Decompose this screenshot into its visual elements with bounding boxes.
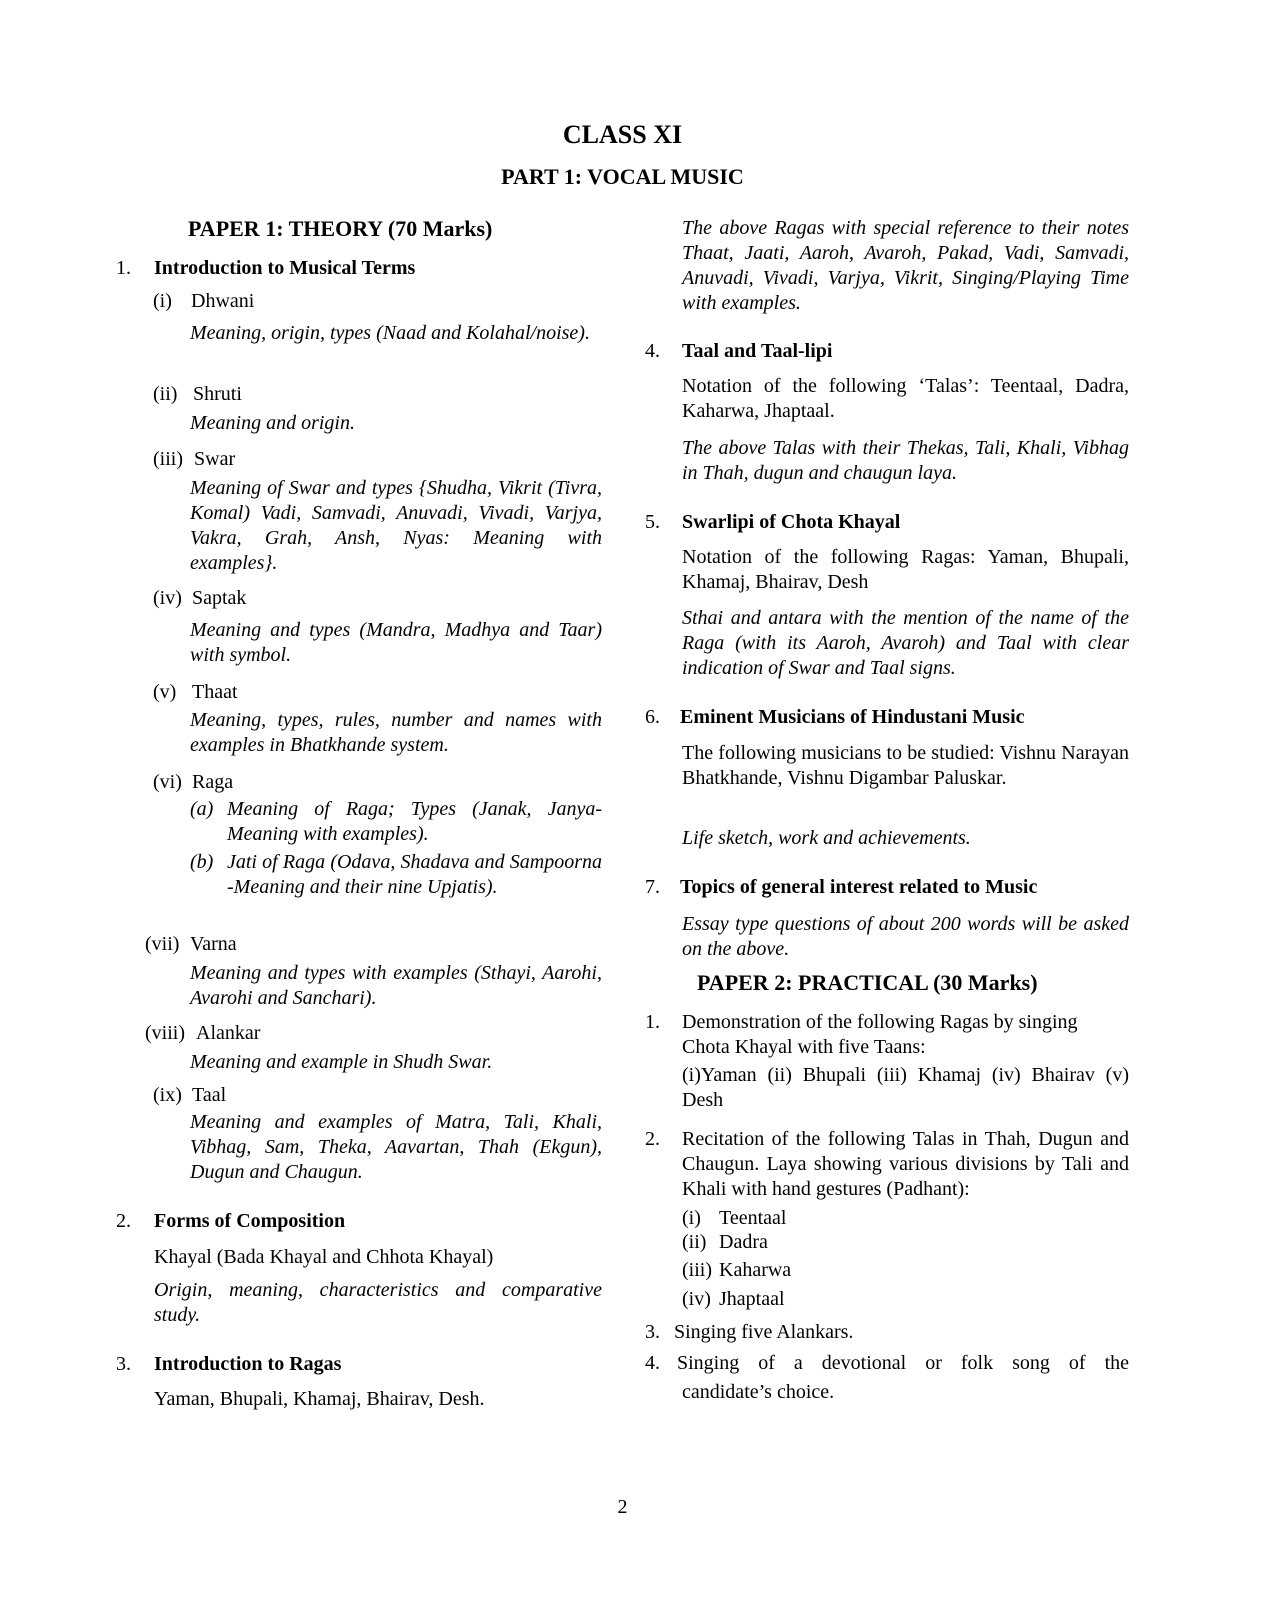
- term-ii-title: Shruti: [193, 383, 242, 405]
- section7-heading: Topics of general interest related to Music: [680, 876, 1038, 898]
- term-ii-description: Meaning and origin.: [190, 412, 355, 434]
- term-i-description: Meaning, origin, types (Naad and Kolahal/noise).: [190, 322, 590, 344]
- section7-description: Essay type questions of about 200 words will be asked on the above.: [682, 913, 1129, 960]
- tala-item: Dadra: [719, 1231, 768, 1253]
- term-iv-description: Meaning and types (Mandra, Madhya and Taar) with symbol.: [190, 619, 602, 666]
- term-vii-description: Meaning and types with examples (Sthayi, Aarohi, Avarohi and Sanchari).: [190, 962, 602, 1009]
- section5-number: 5.: [645, 511, 660, 533]
- tala-item: Jhaptaal: [719, 1288, 785, 1310]
- paper1-title: PAPER 1: THEORY (70 Marks): [188, 216, 493, 241]
- paper2-title: PAPER 2: PRACTICAL (30 Marks): [697, 970, 1038, 995]
- term-vi-a-label: (a): [190, 798, 214, 820]
- term-vi-a-text: Meaning of Raga; Types (Janak, Janya- Meaning with examples).: [227, 798, 602, 845]
- section6-line: The following musicians to be studied: Vishnu Narayan Bhatkhande, Vishnu Digambar Paluskar.: [682, 742, 1129, 789]
- section1-number: 1.: [116, 257, 131, 279]
- page-number: 2: [617, 1496, 628, 1518]
- section3-description: The above Ragas with special reference to their notes Thaat, Jaati, Aaroh, Avaroh, Pakad, Vadi, Samvadi, Anuvadi, Vivadi, Varjya, Vikrit, Singing/Playing Time with examples.: [682, 217, 1129, 314]
- practical3-number: 3.: [645, 1321, 660, 1343]
- term-viii-description: Meaning and example in Shudh Swar.: [190, 1051, 493, 1073]
- term-iii-label: (iii): [153, 448, 183, 470]
- term-vi-label: (vi): [153, 771, 182, 793]
- practical4-text-line2: candidate’s choice.: [682, 1381, 835, 1403]
- section2-heading: Forms of Composition: [154, 1210, 346, 1232]
- tala-item-label: (ii): [682, 1231, 707, 1253]
- section6-number: 6.: [645, 706, 660, 728]
- part-title: PART 1: VOCAL MUSIC: [501, 164, 744, 189]
- section4-line: Notation of the following ‘Talas’: Teentaal, Dadra, Kaharwa, Jhaptaal.: [682, 375, 1129, 422]
- term-vii-title: Varna: [190, 933, 237, 955]
- tala-item-label: (iii): [682, 1259, 712, 1281]
- term-i-label: (i): [153, 290, 172, 312]
- section3-number: 3.: [116, 1353, 131, 1375]
- section3-line: Yaman, Bhupali, Khamaj, Bhairav, Desh.: [154, 1388, 485, 1410]
- section6-description: Life sketch, work and achievements.: [682, 827, 971, 849]
- term-ii-label: (ii): [153, 383, 178, 405]
- section2-description: Origin, meaning, characteristics and comparative study.: [154, 1279, 602, 1326]
- term-iii-description: Meaning of Swar and types {Shudha, Vikrit (Tivra, Komal) Vadi, Samvadi, Anuvadi, Vivadi, Varjya, Vakra, Grah, Ansh, Nyas: Meaning with examples}.: [190, 477, 602, 574]
- practical1-text: Demonstration of the following Ragas by singing Chota Khayal with five Taans:: [682, 1011, 1078, 1058]
- practical1-raga-list: (i)Yaman (ii) Bhupali (iii) Khamaj (iv) Bhairav (v) Desh: [682, 1064, 1129, 1111]
- term-ix-description: Meaning and examples of Matra, Tali, Khali, Vibhag, Sam, Theka, Aavartan, Thah (Ekgun), Dugun and Chaugun.: [190, 1111, 602, 1183]
- class-title: CLASS XI: [562, 120, 683, 149]
- practical4-number: 4.: [645, 1352, 660, 1374]
- term-vi-b-text: Jati of Raga (Odava, Shadava and Sampoorna -Meaning and their nine Upjatis).: [227, 851, 602, 898]
- term-iv-label: (iv): [153, 587, 182, 609]
- tala-item: Teentaal: [719, 1207, 787, 1229]
- term-viii-title: Alankar: [196, 1022, 261, 1044]
- practical2-text: Recitation of the following Talas in Thah, Dugun and Chaugun. Laya showing various divisions by Tali and Khali with hand gestures (Padhant):: [682, 1128, 1129, 1200]
- section1-heading: Introduction to Musical Terms: [154, 257, 416, 279]
- section5-heading: Swarlipi of Chota Khayal: [682, 511, 901, 533]
- term-v-description: Meaning, types, rules, number and names with examples in Bhatkhande system.: [190, 709, 602, 756]
- term-v-label: (v): [153, 681, 177, 703]
- section4-heading: Taal and Taal-lipi: [682, 340, 833, 362]
- section4-description: The above Talas with their Thekas, Tali, Khali, Vibhag in Thah, dugun and chaugun laya.: [682, 437, 1129, 484]
- section3-heading: Introduction to Ragas: [154, 1353, 342, 1375]
- term-ix-title: Taal: [192, 1084, 227, 1106]
- term-v-title: Thaat: [192, 681, 238, 703]
- tala-item-label: (iv): [682, 1288, 711, 1310]
- tala-item-label: (i): [682, 1207, 701, 1229]
- practical4-text-line1: Singing of a devotional or folk song of the: [677, 1352, 1129, 1374]
- practical2-number: 2.: [645, 1128, 660, 1150]
- practical3-text: Singing five Alankars.: [674, 1321, 854, 1343]
- section4-number: 4.: [645, 340, 660, 362]
- term-iii-title: Swar: [194, 448, 236, 470]
- section5-description: Sthai and antara with the mention of the name of the Raga (with its Aaroh, Avaroh) and Taal with clear indication of Swar and Taal signs.: [682, 607, 1129, 679]
- term-iv-title: Saptak: [192, 587, 247, 609]
- term-vi-b-label: (b): [190, 851, 214, 873]
- term-viii-label: (viii): [145, 1022, 185, 1044]
- section6-heading: Eminent Musicians of Hindustani Music: [680, 706, 1025, 728]
- section5-line: Notation of the following Ragas: Yaman, Bhupali, Khamaj, Bhairav, Desh: [682, 546, 1129, 593]
- term-ix-label: (ix): [153, 1084, 182, 1106]
- practical1-number: 1.: [645, 1011, 660, 1033]
- term-vii-label: (vii): [145, 933, 180, 955]
- section2-number: 2.: [116, 1210, 131, 1232]
- term-vi-title: Raga: [192, 771, 234, 793]
- term-i-title: Dhwani: [191, 290, 255, 312]
- section7-number: 7.: [645, 876, 660, 898]
- tala-item: Kaharwa: [719, 1259, 792, 1281]
- section2-line: Khayal (Bada Khayal and Chhota Khayal): [154, 1246, 494, 1268]
